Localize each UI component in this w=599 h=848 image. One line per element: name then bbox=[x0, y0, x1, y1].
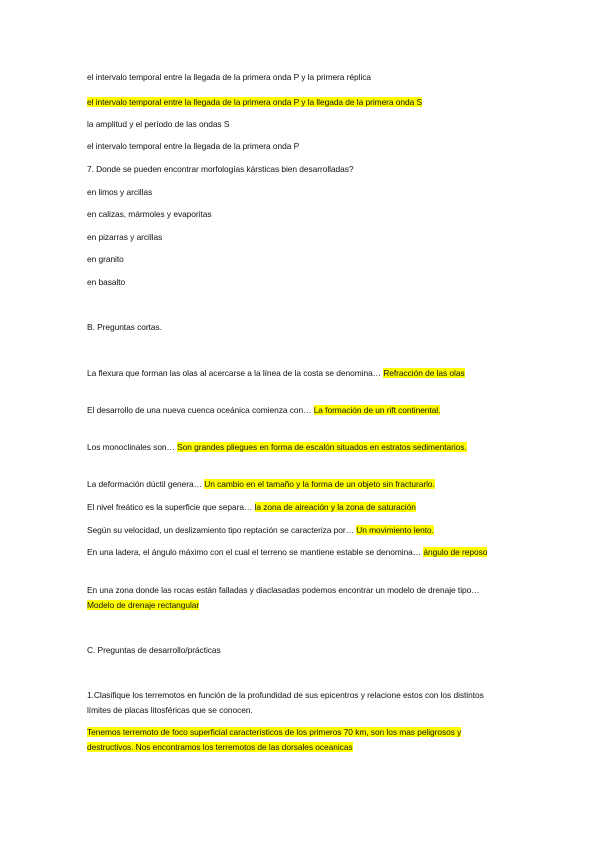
highlighted-answer: Son grandes pliegues en forma de escalón situados en estratos sedimentarios. bbox=[177, 442, 467, 452]
option-text: en calizas, mármoles y evaporitas bbox=[87, 209, 212, 219]
option-text: en pizarras y arcillas bbox=[87, 232, 163, 242]
question-7: 7. Donde se pueden encontrar morfologías kársticas bien desarrolladas? bbox=[87, 164, 354, 174]
highlighted-answer: ángulo de reposo bbox=[423, 547, 488, 557]
short-question: En una ladera, el ángulo máximo con el cual el terreno se mantiene estable se denomina… ángulo de reposo bbox=[87, 547, 488, 557]
highlighted-answer: el intervalo temporal entre la llegada de la primera onda P y la llegada de la primera onda S bbox=[87, 97, 423, 107]
section-b-title: B. Preguntas cortas. bbox=[87, 322, 162, 332]
option-text: en basalto bbox=[87, 277, 126, 287]
option-text-correct bbox=[87, 95, 507, 110]
short-question: El nivel freático es la superficie que separa… la zona de aireación y la zona de saturación bbox=[87, 502, 416, 512]
option-text: el intervalo temporal entre la llegada de la primera onda P y la primera réplica bbox=[87, 72, 372, 82]
development-answer bbox=[87, 725, 507, 755]
short-question: Según su velocidad, un deslizamiento tipo reptación se caracteriza por… Un movimiento lento. bbox=[87, 525, 434, 535]
short-question: Los monoclinales son… Son grandes pliegues en forma de escalón situados en estratos sedimentarios. bbox=[87, 442, 467, 452]
development-question: 1.Clasifique los terremotos en función de la profundidad de sus epicentros y relacione estos con los distintos límites de placas litosféricas que se conocen. bbox=[87, 690, 484, 715]
short-question: La flexura que forman las olas al acercarse a la línea de la costa se denomina… Refracción de las olas bbox=[87, 368, 465, 378]
highlighted-answer: Modelo de drenaje rectangular bbox=[87, 600, 200, 610]
highlighted-answer: Un cambio en el tamaño y la forma de un objeto sin fracturarlo. bbox=[204, 479, 435, 489]
highlighted-answer: La formación de un rift continental. bbox=[313, 405, 441, 415]
option-text: en limos y arcillas bbox=[87, 187, 153, 197]
highlighted-answer: Refracción de las olas bbox=[383, 368, 465, 378]
short-question: En una zona donde las rocas están falladas y diaclasadas podemos encontrar un modelo de drenaje tipo… Modelo de drenaje rectangular bbox=[87, 585, 480, 610]
highlighted-answer: la zona de aireación y la zona de saturación bbox=[254, 502, 416, 512]
short-question: La deformación dúctil genera… Un cambio en el tamaño y la forma de un objeto sin fracturarlo. bbox=[87, 479, 435, 489]
option-text: el intervalo temporal entre la llegada de la primera onda P bbox=[87, 141, 300, 151]
section-c-title: C. Preguntas de desarrollo/prácticas bbox=[87, 645, 221, 655]
short-question: El desarrollo de una nueva cuenca oceánica comienza con… La formación de un rift continental. bbox=[87, 405, 441, 415]
highlighted-answer: Tenemos terremoto de foco superficial característicos de los primeros 70 km, son los mas peligrosos y destructivos. Nos encontramos los terremotos de las dorsales oceanicas bbox=[87, 727, 462, 752]
option-text: en granito bbox=[87, 254, 124, 264]
option-text: la amplitud y el período de las ondas S bbox=[87, 119, 230, 129]
highlighted-answer: Un movimiento lento. bbox=[356, 525, 434, 535]
